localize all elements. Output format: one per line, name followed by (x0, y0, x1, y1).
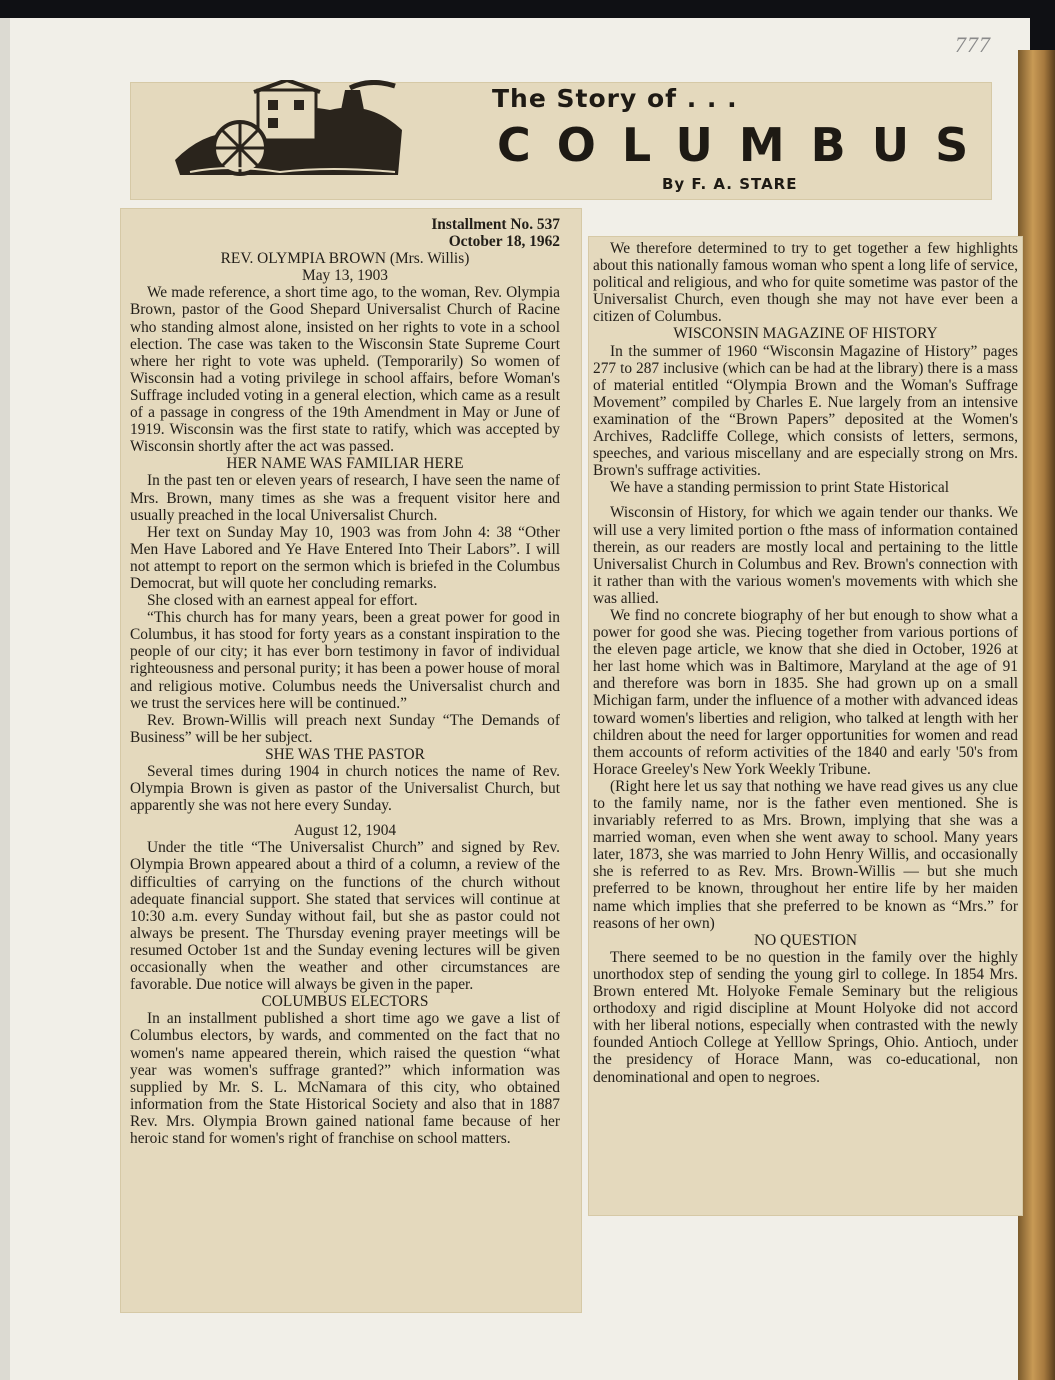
section-heading: August 12, 1904 (293, 822, 397, 840)
page-number: 777 (955, 32, 991, 57)
article-paragraph: There seemed to be no question in the family over the highly unorthodox step of sending the young girl to college. In 1854 Mrs. Brown entered Mt. Holyoke Female Seminary but the religious orthodoxy and rigid discipline at Mount Holyoke did not accord with her liberal notions, especially when contrasted with the newly founded Antioch College at Yelllow Springs, Ohio. Antioch, under the presidency of Horace Mann, was co-educational, non denominational and open to negroes. (593, 948, 1018, 1086)
article-paragraph: We have a standing permission to print State Historical (610, 479, 949, 497)
section-heading: May 13, 1903 (302, 267, 388, 285)
article-paragraph: In an installment published a short time ago we gave a list of Columbus electors, by wards, and commented on the fact that no women's name appeared therein, which raised the question “what year was women's suffrage granted?” which information was supplied by Mr. S. L. McNamara of this city, who obtained information from the State Historical Society and also that in 1887 Rev. Mrs. Olympia Brown gained national fame because of her heroic stand for women's right of franchise on school matters. (130, 1010, 560, 1147)
column-gap (593, 496, 1018, 504)
installment-date: October 18, 1962 (448, 233, 560, 251)
article-paragraph: Her text on Sunday May 10, 1903 was from John 4: 38 “Other Men Have Labored and Ye Have Entered Into Their Labors”. I will not attempt to report on the sermon which is briefed in the Columbus Democrat, but will quote her concluding remarks. (130, 523, 560, 592)
article-paragraph: Wisconsin of History, for which we again tender our thanks. We will use a very limited portion o fthe mass of information contained therein, as our readers are mostly local and pertaining to the little Universalist Church in Columbus and Rev. Brown's connection with it rather than with the various women's movements with which she was allied. (593, 504, 1018, 607)
column-gap (130, 814, 560, 822)
article-paragraph: “This church has for many years, been a great power for good in Columbus, it has stood for forty years as a constant inspiration to the people of our city; it has ever born testimony in favor of individual righteousness and personal purity; it has been a power house of moral and religious motive. Columbus needs the Universalist church and we trust the services here will be continued.” (130, 609, 560, 712)
byline: By F. A. STARE (662, 175, 798, 193)
article-paragraph: We find no concrete biography of her but enough to show what a power for good she was. Piecing together from various portions of the eleven page article, we know that she died in October, 1926 at her last home which was in Baltimore, Maryland at the age of 91 and therefore was born in 1835. She had grown up on a small Michigan farm, under the influence of a mother with advanced ideas toward women's liberties and religion, who talked at length with her children about the need for larger opportunities for women and read them accounts of reform activities of the 1840 and early '50's from Horace Greeley's New York Weekly Tribune. (593, 606, 1018, 778)
article-paragraph: Rev. Brown-Willis will preach next Sunday “The Demands of Business” will be her subject. (130, 711, 560, 746)
section-heading: NO QUESTION (753, 931, 858, 949)
right-article-column (593, 240, 1018, 1086)
binding-edge (1018, 50, 1055, 1380)
masthead-title: COLUMBUS (497, 118, 995, 172)
article-paragraph: She closed with an earnest appeal for effort. (147, 592, 418, 610)
installment-number: Installment No. 537 (431, 216, 560, 233)
mill-illustration (170, 80, 405, 180)
left-article-column (130, 216, 560, 1147)
section-heading: WISCONSIN MAGAZINE OF HISTORY (673, 325, 938, 343)
section-heading: REV. OLYMPIA BROWN (Mrs. Willis) (220, 250, 470, 268)
article-paragraph: In the summer of 1960 “Wisconsin Magazine of History” pages 277 to 287 inclusive (which can be had at the library) there is a mass of material entitled “Olympia Brown and the Woman's Suffrage Movement” compiled by Charles E. Nue largely from an intensive examination of the “Brown Papers” deposited at the Women's Archives, Radcliffe College, which consists of letters, sermons, speeches, and various miscellany and are especially strong on Mrs. Brown's suffrage activities. (593, 342, 1018, 480)
article-paragraph: (Right here let us say that nothing we have read gives us any clue to the family name, nor is the father even mentioned. She is invariably referred to as Mrs. Brown, implying that she was a married woman, even when she went away to school. Many years later, 1873, she was married to John Henry Willis, and occasionally she is referred to as Rev. Mrs. Brown-Willis — but she much preferred to be known, throughout her entire life by her maiden name which implies that she preferred to be known as “Mrs.” for reasons of her own) (593, 777, 1018, 932)
masthead-kicker: The Story of . . . (492, 84, 738, 113)
article-paragraph: Under the title “The Universalist Church” and signed by Rev. Olympia Brown appeared about a third of a column, a review of the difficulties of carrying on the functions of the church without adequate financial support. She stated that services will continue at 10:30 a.m. every Sunday without fail, but she as pastor could not always be present. The Thursday evening prayer meetings will be resumed October 1st and the Sunday evening lectures will be given occasionally when the weather and other circumstances are favorable. Due notice will always be given in the paper. (130, 839, 560, 994)
article-paragraph: We made reference, a short time ago, to the woman, Rev. Olympia Brown, pastor of the Good Shepard Universalist Church of Racine who standing almost alone, insisted on her rights to vote in a school election. The case was taken to the Wisconsin State Supreme Court where her right to vote was upheld. (Temporarily) So women of Wisconsin had a voting privilege in school affairs, before Woman's Suffrage included voting in a general election, which came as a result of a passage in congress of the 19th Amendment in May or June of 1919. Wisconsin was the first state to ratify, which was accepted by Wisconsin shortly after the act was passed. (130, 284, 560, 456)
section-heading: SHE WAS THE PASTOR (265, 745, 425, 763)
article-paragraph: Several times during 1904 in church notices the name of Rev. Olympia Brown is given as pastor of the Universalist Church, but apparently she was not here every Sunday. (130, 763, 560, 815)
section-heading: HER NAME WAS FAMILIAR HERE (226, 455, 464, 473)
article-paragraph: We therefore determined to try to get together a few highlights about this nationally famous woman who spent a long life of service, political and religious, and who for quite sometime was pastor of the Universalist Church, even though she may not have ever been a citizen of Columbus. (593, 240, 1018, 326)
article-paragraph: In the past ten or eleven years of research, I have seen the name of Mrs. Brown, many times as she was a frequent visitor here and usually preached in the local Universalist Church. (130, 472, 560, 524)
section-heading: COLUMBUS ELECTORS (261, 993, 429, 1011)
